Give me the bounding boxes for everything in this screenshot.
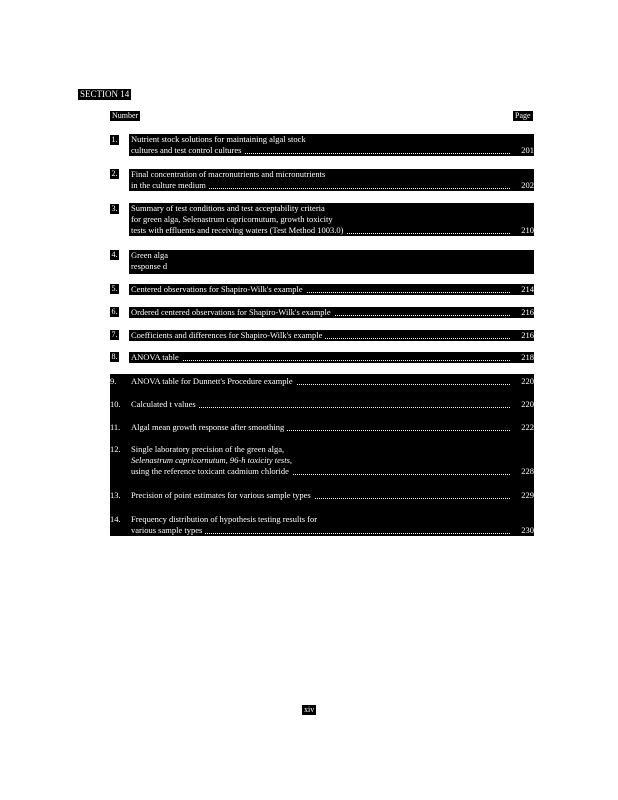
entry-number: 1. bbox=[111, 135, 118, 144]
entry-line: various sample types bbox=[131, 525, 205, 535]
column-header-page: Page bbox=[515, 111, 531, 120]
entry-line: ANOVA table for Dunnett's Procedure example bbox=[131, 376, 296, 386]
page-number: xiv bbox=[304, 705, 315, 714]
toc-entry[interactable] bbox=[131, 376, 534, 387]
toc-entry[interactable] bbox=[131, 307, 534, 318]
entry-page: 220 bbox=[521, 399, 534, 409]
entry-number: 5. bbox=[111, 284, 118, 293]
entry-page: 216 bbox=[521, 330, 534, 340]
entry-line: Coefficients and differences for Shapiro-Wilk's example bbox=[131, 330, 325, 340]
toc-entry[interactable] bbox=[131, 352, 534, 363]
entry-page: 228 bbox=[521, 466, 534, 476]
toc-entry[interactable] bbox=[131, 330, 534, 341]
entry-line: Summary of test conditions and test acceptability criteria bbox=[131, 203, 325, 213]
entry-number: 13. bbox=[110, 490, 121, 500]
entry-page: 214 bbox=[521, 284, 534, 294]
entry-page: 216 bbox=[521, 307, 534, 317]
entry-line: response d bbox=[131, 261, 168, 271]
entry-line: Selenastrum capricornutum, 96-h toxicity tests, bbox=[131, 455, 293, 465]
entry-number: 2. bbox=[111, 169, 118, 178]
entry-line: Centered observations for Shapiro-Wilk's example bbox=[131, 284, 306, 294]
toc-entry[interactable] bbox=[131, 134, 534, 156]
entry-number: 10. bbox=[110, 399, 121, 409]
entry-page: 210 bbox=[521, 225, 534, 235]
entry-line: Algal mean growth response after smoothing bbox=[131, 422, 287, 432]
entry-line: in the culture medium bbox=[131, 180, 209, 190]
entry-line: cultures and test control cultures bbox=[131, 145, 244, 155]
entry-line: for green alga, Selenastrum capricornutum, growth toxicity bbox=[131, 214, 333, 224]
entry-page: 230 bbox=[521, 525, 534, 535]
toc-entry[interactable] bbox=[131, 422, 534, 433]
toc-entry[interactable] bbox=[131, 444, 534, 477]
entry-number: 4. bbox=[111, 250, 118, 259]
section-heading: SECTION 14 bbox=[80, 89, 130, 99]
entry-line: Green alga bbox=[131, 250, 169, 260]
entry-page: 222 bbox=[521, 422, 534, 432]
entry-number: 9. bbox=[110, 376, 117, 386]
entry-number: 8. bbox=[111, 352, 118, 361]
entry-line: Frequency distribution of hypothesis testing results for bbox=[131, 514, 318, 524]
entry-number: 3. bbox=[111, 204, 118, 213]
toc-entry[interactable] bbox=[131, 250, 534, 272]
entry-page: 220 bbox=[521, 376, 534, 386]
toc-entry[interactable] bbox=[131, 399, 534, 410]
toc-entry[interactable] bbox=[131, 284, 534, 295]
entry-line: Nutrient stock solutions for maintaining algal stock bbox=[131, 134, 306, 144]
entry-line: Calculated t values bbox=[131, 399, 199, 409]
toc-entry[interactable] bbox=[131, 169, 534, 191]
entry-number: 12. bbox=[110, 444, 121, 454]
entry-line: using the reference toxicant cadmium chloride bbox=[131, 466, 292, 476]
entry-line: tests with effluents and receiving waters (Test Method 1003.0) bbox=[131, 225, 346, 235]
entry-page: 229 bbox=[521, 490, 534, 500]
entry-page: 202 bbox=[521, 180, 534, 190]
entry-line: Final concentration of macronutrients and micronutrients bbox=[131, 169, 326, 179]
column-header-number: Number bbox=[112, 111, 139, 120]
toc-entry[interactable] bbox=[131, 490, 534, 501]
entry-number: 11. bbox=[110, 422, 121, 432]
entry-page: 218 bbox=[521, 352, 534, 362]
toc-entry[interactable] bbox=[131, 203, 534, 236]
toc-entry[interactable] bbox=[131, 514, 534, 536]
entry-line: Single laboratory precision of the green alga, bbox=[131, 444, 285, 454]
entry-line: Ordered centered observations for Shapiro-Wilk's example bbox=[131, 307, 334, 317]
entry-page: 201 bbox=[521, 145, 534, 155]
entry-line: ANOVA table bbox=[131, 352, 182, 362]
entry-number: 14. bbox=[110, 514, 121, 524]
entry-number: 7. bbox=[111, 330, 118, 339]
entry-line: Precision of point estimates for various sample types bbox=[131, 490, 314, 500]
entry-number: 6. bbox=[111, 307, 118, 316]
